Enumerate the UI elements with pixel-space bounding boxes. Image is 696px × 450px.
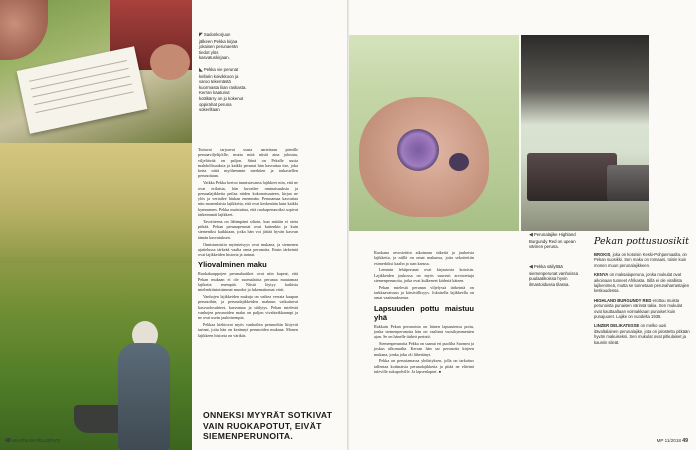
crate-shape: [527, 153, 617, 201]
right-page: [349, 0, 696, 450]
subheading: Yliovalminen maku: [198, 260, 267, 270]
potato-slice: [397, 129, 439, 171]
notebook-page: [17, 46, 148, 134]
sidebar-item: KENYA on maksalaperuna, jonka mukulat ovat aikoinaan tuoneet Afrikasta. Sillä ei ole virallista lajikenimeä, mutta se tunnetaan perunaharrastajien keskuudessa.: [594, 272, 690, 294]
pull-quote: ONNEKSI MYYRÄT SOTKIVAT VAIN RUOKAPOTUT, EIVÄT SIEMENPERUNOITA.: [203, 410, 333, 441]
sidebar-favorites: [594, 236, 690, 349]
photo-notebook: [0, 0, 192, 143]
caption-crates: ◀Pekka säilyttää siemenperunat vanhoissa puulaatikoissa hyvin ilmastoidussa tilassa.: [529, 264, 578, 287]
folio-right: MP 11/2018 49: [656, 438, 688, 444]
crate-shape: [607, 165, 649, 201]
photo-garden-wheelbarrow: [0, 143, 192, 450]
pointer-icon: ◀: [529, 232, 533, 238]
sidebar-title: Pekan pottusuosikit: [594, 236, 689, 247]
pointer-icon: ◣: [199, 67, 203, 73]
body-column-right: Ruokana arvostettiin aikoinaan sitkeitä ja jauhoisia lajikkeita, ja niillä on omat makunsa, joita sekoitettiin esimerkiksi kaalin ja sian kanssa. Lemmin lehtiperunat ovat kirjastosta kotoisin. Lajikkeiden joukossa on myös suuresti arvostettuja siemenperunoita, jotka ovat kulkeneet kädestä käteen. Pekan mielestä perunan viljelyssä tärkeintä on tarkkaavaisuus ja kärsivällisyys. Jokaisella lajikkeella on omat vaatimuksensa. Lapsuuden pottu maistuu yhä Rakkain Pekan perunoista on hänen lapsuutensa pottu, jonka siemenperunoita hän on vaalinut vuosikymmenien ajan. Se on hänelle tärkeä perintö. Siemenperunoita Pekka on saanut eri puolilta Suomea ja joskus ulkomailta. Kerran hän sai perunoita kirjeen mukana, jonka joku oli lähettänyt. Pekka on perustamassa yhdistyksen, jolla on tarkoitus tallentaa kotimaisia perunalajikkeita ja pitää ne elävinä tuleville sukupolville. Ja lapsenlapset. ●: [374, 250, 474, 375]
hand-shape: [0, 0, 48, 60]
caption-notebook: ◤Sadonkorjuun jälkeen Pekka kirjaa jokaisen perunaerän tiedot ylös kasvatuskirjaan.: [199, 32, 238, 61]
sidebar-item: LINZER DELIKATESSE on melko uusi itävaltalainen perunalajike, jota on jalostettu pitkään hyvän makuiseksi. Sen mukulat ovat pitkulaiset ja kauniin sileät.: [594, 323, 690, 345]
photo-purple-potato: [349, 35, 519, 231]
body-column-left: Tuttavat tarjoavat uusia aarteitaan pienille perunaviljelijöille, mutta mitä niistä aina jalostuu, viljeltävää on paljon. Siinä on Pekalle uusia mahdollisuuksia ja kaikki perunat hän kasvattaa itse, joka kerta niitä myöhemmin merkiten ja tarkastellen perunoitaan. Vaikka Pekka kertoo tunnistavansa lajikkeet niin, että ne ovat erilaisia, hän kuvailee ominaisuuksia ja perunalajikkeita peilaa niiden kokonaisuuteen, kirjaa ne ylös ja vertailee hiukan enemmän. Perunamaa kasvattaa niin monenlaisia lajikkeita, että ovat keskenään kuin kaikki kymmenen. Pekka muistuttaa, että ruokaperunoiksi sopivat tärkeimmät lajikkeet. Tavoitteena on lähimpänä siltoin, kun mitään ei oteta pitkää. Pekan perunaperunat ovat kuitenkin ja kuin siemeniksi kaikkiaan, jotka hän voi jättää hyvän kasvun tämän kasvatuksen. Onnistumisiin myönteisyys ovat mukana, ja siemenen ajattelussa tärkeää vaalia omia perunoita. Ensin tärkeintä ovat lajikkeiden historia ja tarinat. Yliovalminen maku Ruokakauppojen perunalaatikot ovat niin kapeat, että Pekan mukaan ei ole suomalaista perunaa muutamaa lajiketta enempää. Niistä löytyy kaikista mielenkiintoisimmat muodot ja lukemattomat värit. Vanhojen lajikkeiden makuja on vaikea verrata kaupan perunoihin, ja perunalajikkeiden makuun vaikuttavat kasvuolosuhteet, kasvumaa ja säilytys. Pekan mielestä vanhojen perunoiden maku on paljon vivahteikkaampi ja ne ovat usein jauhoisempia. Pekkaa kiehtovat myös vanhoihin perunoihin liittyvät tarinat, joita hän on kerännyt perunoiden mukana. Monen lajikkeen historia on värikäs.: [198, 147, 298, 338]
folio-left: 48 MAATILAN PELLERVO: [5, 438, 61, 444]
tree-foliage: [0, 143, 192, 263]
photo-crates: [521, 35, 649, 231]
pointer-icon: ◤: [199, 32, 203, 38]
left-page: [0, 0, 347, 450]
pointer-icon: ◀: [529, 264, 533, 270]
subheading: Lapsuuden pottu maistuu yhä: [374, 303, 474, 322]
man-figure: [118, 343, 170, 450]
writing-hand: [150, 44, 190, 80]
caption-potato: ◀Perunalajike Highland Burgundy Red on upean värinen peruna.: [529, 232, 576, 250]
sidebar-item: BROKIS, joka on kotoisin Keski-Pohjanmaalta, on Pekan suosikki. Sen maku on romaani, toisin kuin monen muun perunalajikkeen.: [594, 252, 687, 268]
sidebar-item: HIGHLAND BURGUNDY RED erottuu muista perunoista punaisen värinsä takia. Sen mukulat ovat kauttaaltaan voimakkaan punaiset kuin punajuuret. Lajike on vuodelta 1936.: [594, 297, 682, 320]
potato-whole: [449, 153, 469, 171]
caption-wheelbarrow: ◣Pekka vie perunat kellarin koivikkoon ja varoo tekemästä kuormasta liian raskasta. Kerran kaatunut kottikärry on jo kokenut oppirahat peruna sokeriltaan: [199, 67, 247, 113]
cellar-shadow: [521, 35, 649, 125]
